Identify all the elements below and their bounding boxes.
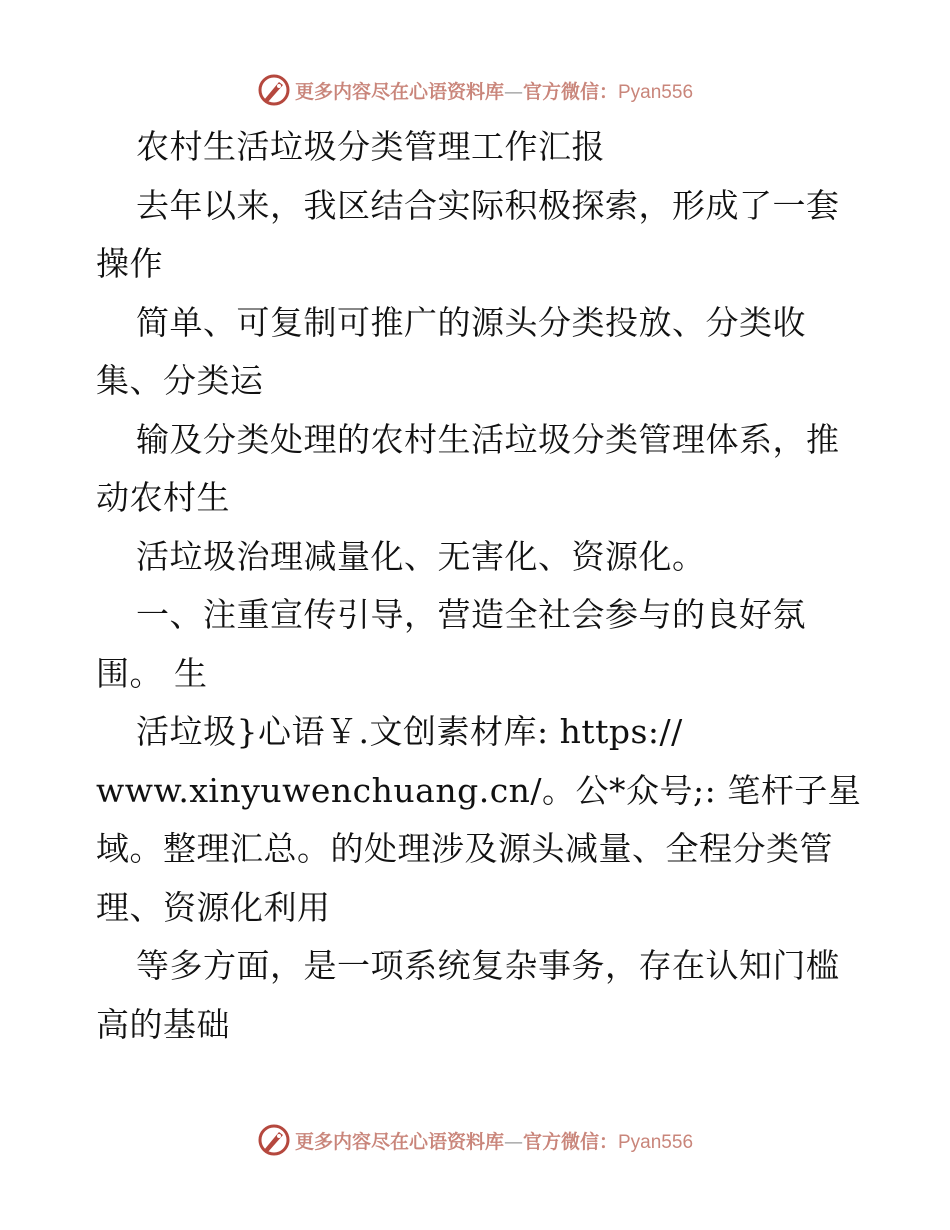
text-line: 一、注重宣传引导，营造全社会参与的良好氛 xyxy=(136,595,806,634)
text-line: 农村生活垃圾分类管理工作汇报 xyxy=(136,127,605,166)
document-body xyxy=(96,118,862,1054)
text-line: 去年以来，我区结合实际积极探索，形成了一套 xyxy=(136,185,840,225)
text-line: 高的基础 xyxy=(96,1004,230,1044)
watermark-dash: — xyxy=(503,1130,523,1153)
watermark-main-text: 更多内容尽在心语资料库 xyxy=(294,80,504,103)
watermark-dash: — xyxy=(503,80,523,103)
watermark-main-text: 更多内容尽在心语资料库 xyxy=(294,1130,504,1153)
text-line: www.xinyuwenchuang.cn/。公*众号;: 笔杆子星 xyxy=(96,770,862,810)
watermark-wechat-id: Pyan556 xyxy=(618,81,694,103)
watermark-wechat-label: 官方微信： xyxy=(522,80,618,103)
text-line: 简单、可复制可推广的源头分类投放、分类收 xyxy=(136,302,806,342)
watermark-wechat-id: Pyan556 xyxy=(618,1131,694,1153)
text-line: 动农村生 xyxy=(96,478,230,517)
text-line: 理、资源化利用 xyxy=(96,887,331,927)
footer-watermark xyxy=(0,1120,950,1160)
text-line: 输及分类处理的农村生活垃圾分类管理体系，推 xyxy=(136,419,840,459)
text-line: 集、分类运 xyxy=(96,361,264,400)
quill-logo-icon xyxy=(257,73,291,107)
text-line: 围。 生 xyxy=(96,653,208,693)
text-line: 域。整理汇总。的处理涉及源头减量、全程分类管 xyxy=(96,829,833,868)
watermark-wechat-label: 官方微信： xyxy=(522,1130,618,1153)
text-line: 操作 xyxy=(96,244,163,283)
text-line: 活垃圾治理减量化、无害化、资源化。 xyxy=(136,536,706,576)
text-line: 等多方面，是一项系统复杂事务，存在认知门槛 xyxy=(136,946,840,985)
header-watermark xyxy=(0,70,950,110)
text-line: 活垃圾}心语￥.文创素材库: https:// xyxy=(136,712,683,751)
quill-logo-icon xyxy=(257,1123,291,1157)
